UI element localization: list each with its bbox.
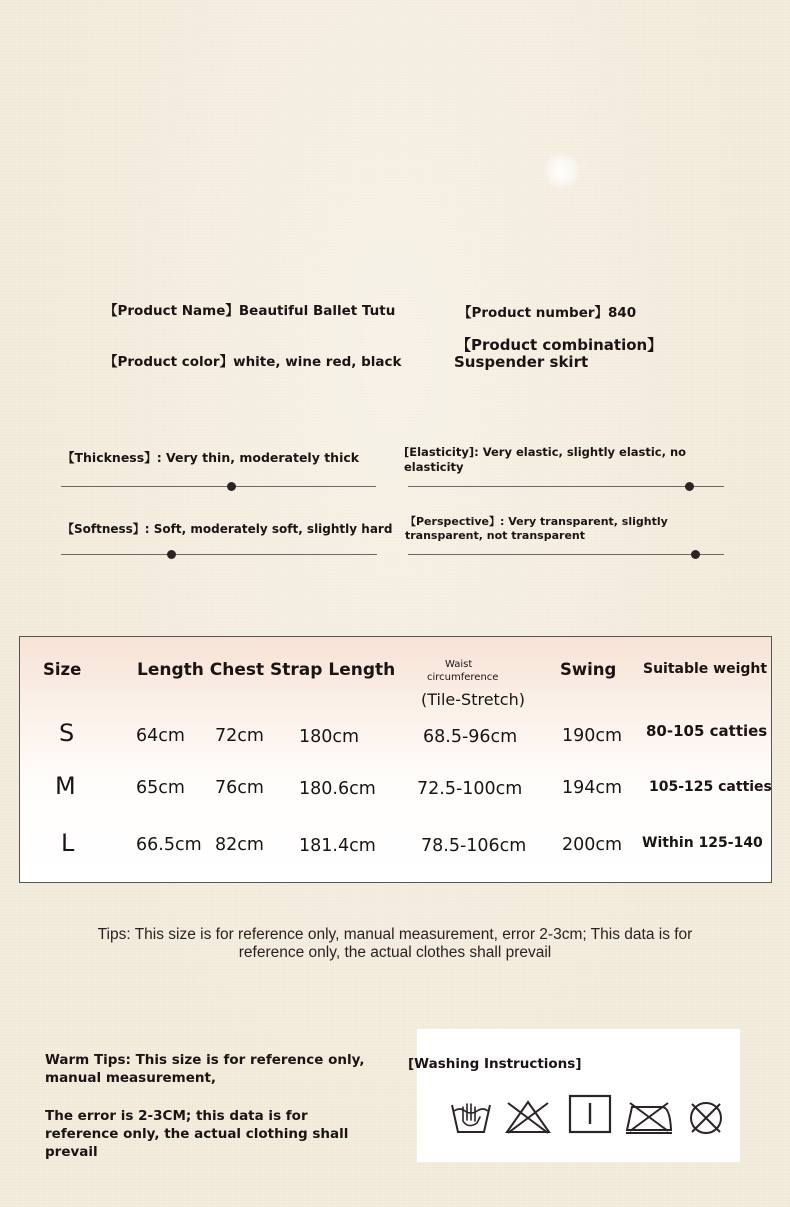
thickness-label: 【Thickness】: Very thin, moderately thick [62, 450, 360, 465]
table-cell-strap: 180cm [299, 727, 360, 747]
table-cell-length: 66.5cm [136, 835, 202, 855]
elasticity-label: [Elasticity]: Very elastic, slightly elastic, no elasticity [404, 445, 687, 474]
product-name: 【Product Name】Beautiful Ballet Tutu [104, 303, 396, 319]
no-bleach-icon [504, 1099, 552, 1135]
table-cell-size: S [59, 719, 75, 747]
header-swing: Swing [560, 660, 617, 679]
light-glow [543, 152, 581, 190]
header-waist-2: circumference [427, 672, 499, 683]
table-cell-size: M [55, 772, 76, 800]
table-cell-chest: 76cm [215, 778, 264, 798]
no-dry-clean-icon [686, 1100, 726, 1136]
header-waist-1: Waist [445, 659, 473, 670]
table-cell-strap: 180.6cm [299, 779, 376, 799]
table-cell-weight: 80-105 catties [646, 722, 768, 740]
table-cell-swing: 190cm [562, 726, 623, 746]
header-waist-3: (Tile-Stretch) [421, 690, 525, 709]
thickness-indicator [227, 482, 236, 491]
softness-scale [61, 554, 377, 555]
table-cell-length: 65cm [136, 778, 185, 798]
table-cell-swing: 200cm [562, 835, 623, 855]
header-weight: Suitable weight [643, 661, 768, 677]
table-cell-waist: 68.5-96cm [423, 727, 518, 747]
warm-tips-paragraph-2: The error is 2-3CM; this data is for reference only, the actual clothing shall prevail [45, 1108, 349, 1160]
header-size: Size [43, 660, 82, 679]
tips-line-2: reference only, the actual clothes shall prevail [238, 944, 552, 961]
elasticity-indicator [685, 482, 694, 491]
perspective-indicator [691, 550, 700, 559]
table-cell-swing: 194cm [562, 778, 623, 798]
product-number: 【Product number】840 [458, 305, 637, 321]
product-combination-label: 【Product combination】 [456, 336, 663, 354]
elasticity-scale [408, 486, 724, 487]
product-color: 【Product color】white, wine red, black [104, 354, 402, 370]
thickness-scale [61, 486, 376, 487]
softness-indicator [167, 550, 176, 559]
tumble-dry-icon [568, 1094, 612, 1134]
table-cell-size: L [61, 829, 75, 857]
no-iron-icon [624, 1099, 674, 1135]
table-cell-waist: 78.5-106cm [421, 836, 527, 856]
table-cell-weight: Within 125-140 [642, 835, 763, 851]
table-cell-strap: 181.4cm [299, 836, 376, 856]
header-length-chest-strap: Length Chest Strap Length [137, 660, 396, 680]
table-cell-waist: 72.5-100cm [417, 779, 523, 799]
softness-label: 【Softness】: Soft, moderately soft, slightly hard [62, 522, 393, 536]
washing-title: [Washing Instructions] [408, 1056, 582, 1072]
perspective-label: 【Perspective】: Very transparent, slightly transparent, not transparent [405, 515, 668, 542]
table-cell-weight: 105-125 catties [649, 779, 772, 795]
table-cell-length: 64cm [136, 726, 185, 746]
warm-tips-paragraph-1: Warm Tips: This size is for reference only, manual measurement, [45, 1052, 365, 1086]
perspective-scale [408, 554, 724, 555]
product-combination-value: Suspender skirt [454, 353, 589, 371]
table-cell-chest: 82cm [215, 835, 264, 855]
table-cell-chest: 72cm [215, 726, 264, 746]
tips-line-1: Tips: This size is for reference only, manual measurement, error 2-3cm; This data is for [97, 926, 693, 943]
hand-wash-icon [450, 1099, 492, 1135]
